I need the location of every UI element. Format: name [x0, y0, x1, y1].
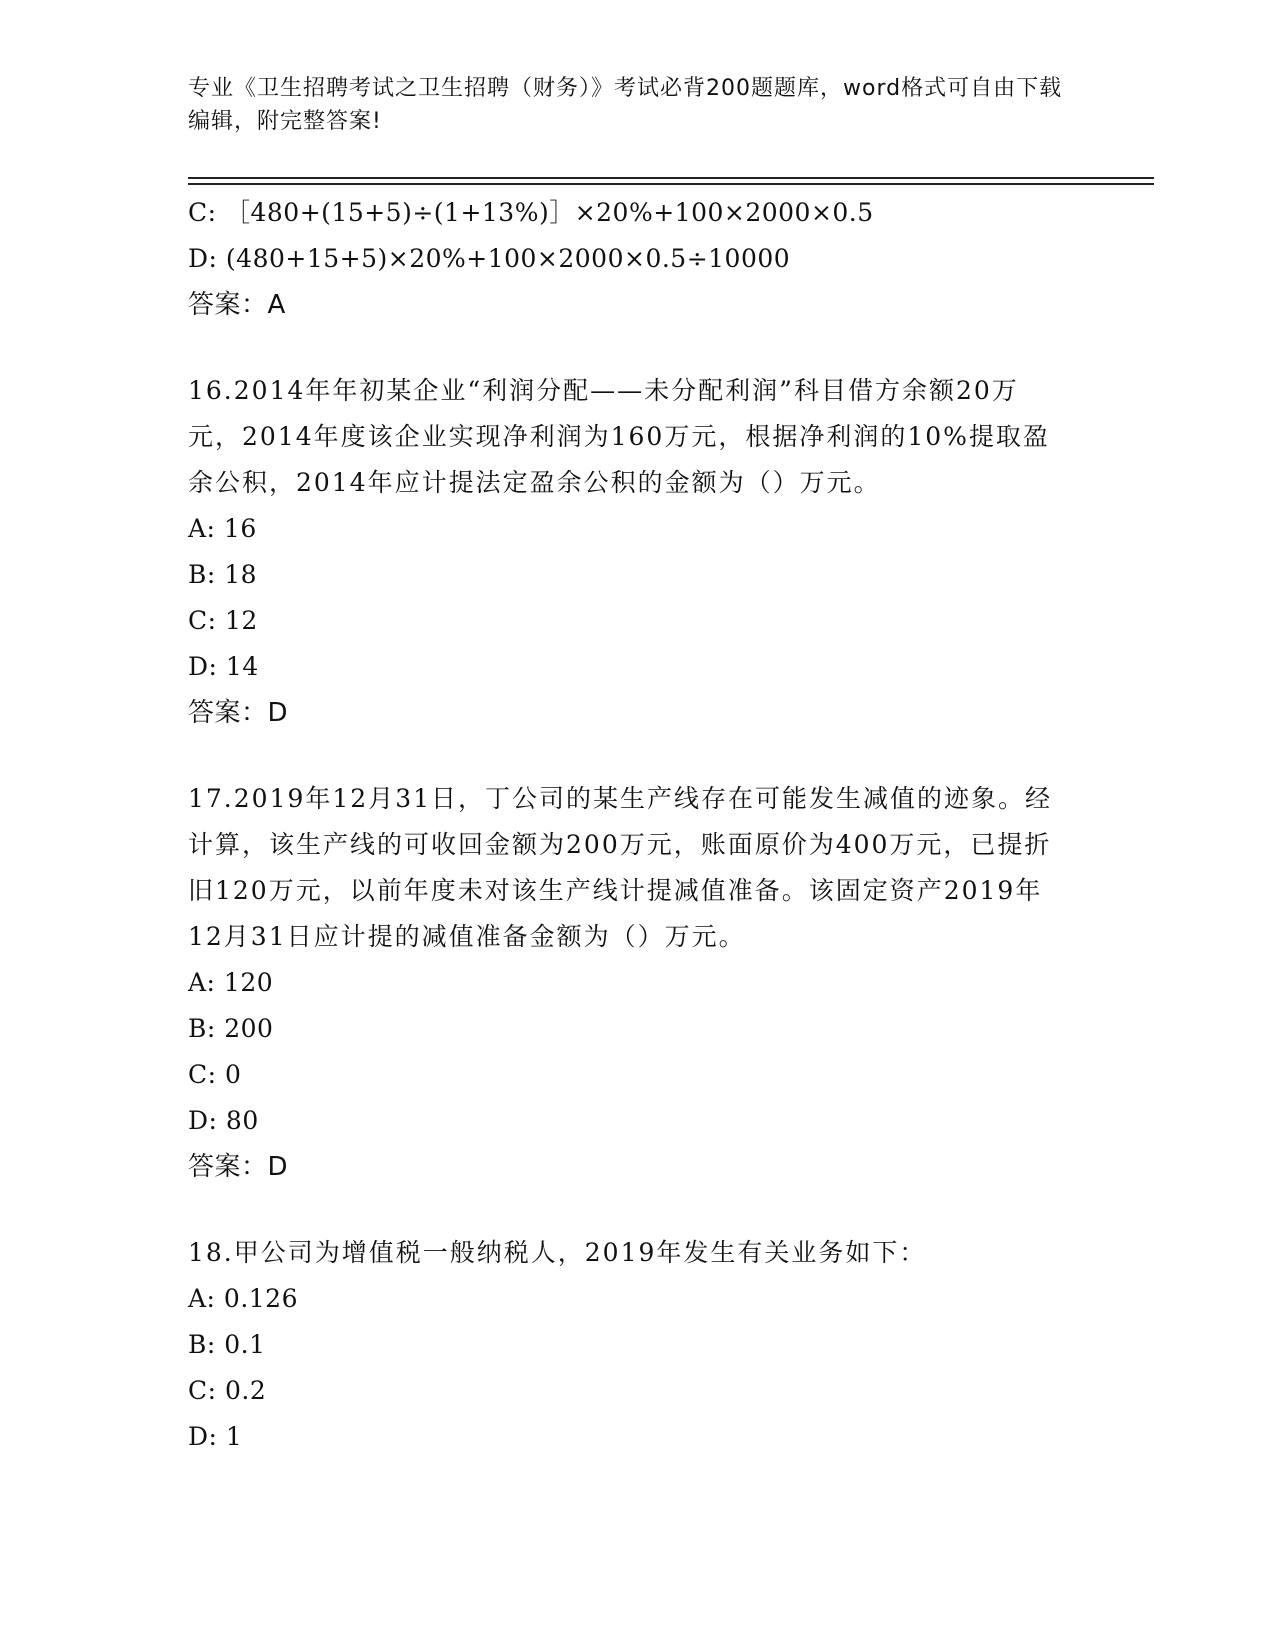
answer: 答案：D	[188, 698, 289, 728]
option-c: C: 0.2	[188, 1376, 267, 1405]
question-16	[188, 368, 1108, 736]
option-b: B: 18	[188, 560, 258, 589]
question-18	[188, 1230, 1108, 1460]
option-d: D: (480+15+5)×20%+100×2000×0.5÷10000	[188, 244, 791, 273]
option-d: D: 1	[188, 1422, 243, 1451]
option-c: C: ［480+(15+5)÷(1+13%)］×20%+100×2000×0.5	[188, 198, 874, 227]
option-d: D: 80	[188, 1106, 259, 1135]
spacer	[188, 736, 1108, 776]
header-rule-top	[188, 177, 1154, 179]
option-d: D: 14	[188, 652, 259, 681]
option-c: C: 12	[188, 606, 258, 635]
document-body	[188, 190, 1108, 1460]
option-a: A: 120	[188, 968, 274, 997]
question-text: 16.2014年年初某企业“利润分配——未分配利润”科目借方余额20万元，2014年度该企业实现净利润为160万元，根据净利润的10%提取盈余公积，2014年应计提法定盈余公积的金额为（）万元。	[188, 376, 1050, 497]
question-17	[188, 776, 1108, 1190]
option-b: B: 0.1	[188, 1330, 266, 1359]
spacer	[188, 1190, 1108, 1230]
option-a: A: 0.126	[188, 1284, 298, 1313]
answer: 答案：D	[188, 1152, 289, 1182]
document-header: 专业《卫生招聘考试之卫生招聘（财务）》考试必背200题题库，word格式可自由下载编辑，附完整答案!	[188, 76, 1063, 134]
answer: 答案：A	[188, 290, 286, 320]
question-text: 17.2019年12月31日，丁公司的某生产线存在可能发生减值的迹象。经计算，该生产线的可收回金额为200万元，账面原价为400万元，已提折旧120万元，以前年度未对该生产线计提减值准备。该固定资产2019年12月31日应计提的减值准备金额为（）万元。	[188, 784, 1053, 951]
spacer	[188, 328, 1108, 368]
option-c: C: 0	[188, 1060, 242, 1089]
previous-question-tail	[188, 190, 1108, 328]
option-a: A: 16	[188, 514, 257, 543]
header-rule-bottom	[188, 183, 1154, 185]
option-b: B: 200	[188, 1014, 274, 1043]
question-text: 18.甲公司为增值税一般纳税人，2019年发生有关业务如下：	[188, 1238, 927, 1267]
